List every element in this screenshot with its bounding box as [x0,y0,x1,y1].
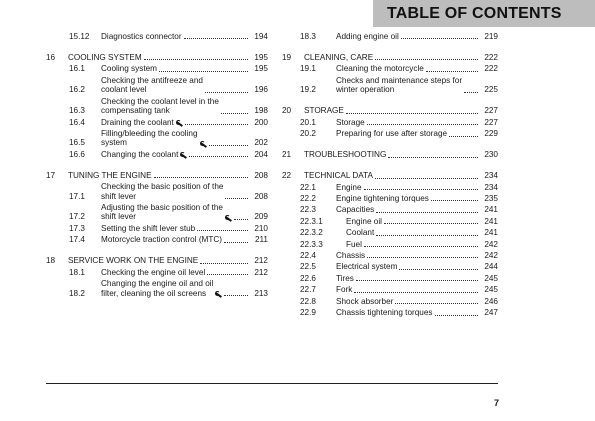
toc-entry[interactable] [282,274,498,283]
toc-number: 17.2 [69,212,85,222]
toc-title: Engine oil [346,216,382,226]
toc-title: Checks and maintenance steps for winter operation [336,75,463,95]
toc-title: Capacities [336,205,375,215]
dot-leader [375,177,478,179]
toc-title: Filling/bleeding the cooling system [101,128,198,148]
toc-page-number: 227 [484,117,498,127]
toc-page-number: 212 [254,256,268,266]
toc-left-column [46,30,268,298]
toc-title: Checking the coolant level in the compensating tank [101,96,219,116]
toc-number: 16.6 [69,149,85,159]
toc-page-number: 222 [484,53,498,62]
toc-entry[interactable] [282,76,498,95]
toc-title: Tires [336,273,354,283]
toc-page-number: 202 [254,138,268,148]
toc-section[interactable] [282,46,498,62]
dot-leader [144,58,248,60]
dot-leader [184,37,248,39]
toc-entry[interactable] [46,279,268,298]
toc-page-number: 234 [484,171,498,181]
dot-leader [376,234,478,236]
toc-number: 22.3 [300,205,316,215]
wrench-icon [176,120,183,127]
toc-title: TROUBLESHOOTING [304,150,387,160]
toc-page-number: 222 [484,64,498,74]
toc-page-number: 194 [254,32,268,41]
toc-page-number: 242 [484,251,498,261]
toc-number: 19 [282,53,292,62]
toc-entry[interactable] [46,268,268,277]
dot-leader [189,155,248,157]
page-title: TABLE OF CONTENTS [373,0,595,27]
toc-number: 22.7 [300,285,316,295]
toc-entry[interactable] [46,182,268,201]
toc-page-number: 200 [254,117,268,127]
toc-section[interactable] [46,164,268,180]
toc-title: COOLING SYSTEM [68,53,142,62]
toc-section[interactable] [46,250,268,266]
dot-leader [354,291,478,293]
toc-number: 22.2 [300,193,316,203]
toc-number: 20.2 [300,129,316,139]
dot-leader [364,188,479,190]
toc-title: Engine [336,182,362,192]
dot-leader [197,229,248,231]
toc-title: SERVICE WORK ON THE ENGINE [68,256,199,266]
toc-page-number: 230 [484,150,498,160]
toc-number: 22.9 [300,308,316,318]
dot-leader [388,156,478,158]
toc-title: Shock absorber [336,296,394,306]
toc-entry[interactable] [282,64,498,73]
toc-page-number: 234 [484,182,498,192]
dot-leader [395,302,478,304]
toc-number: 16.4 [69,117,85,127]
page-number: 7 [493,398,499,408]
dot-leader [364,245,478,247]
toc-page-number: 209 [254,212,268,222]
toc-section[interactable] [282,144,498,160]
toc-page-number: 227 [484,106,498,116]
toc-number: 22.3.2 [300,228,323,238]
toc-page-number: 241 [484,228,498,238]
toc-title: Motorcycle traction control (MTC) [101,235,223,245]
toc-page-number: 247 [484,308,498,318]
toc-number: 22.1 [300,182,316,192]
toc-number: 16.3 [69,106,85,116]
toc-title: Engine tightening torques [336,193,429,203]
toc-title: Fork [336,285,353,295]
toc-title: Checking the engine oil level [101,267,206,277]
toc-page-number: 241 [484,216,498,226]
toc-entry[interactable] [282,217,498,226]
toc-page-number: 196 [254,85,268,95]
dot-leader [200,262,248,264]
toc-entry[interactable] [46,32,268,41]
dot-leader [225,197,248,199]
toc-number: 17.4 [69,235,85,245]
toc-entry[interactable] [46,224,268,233]
toc-title: Preparing for use after storage [336,129,448,139]
toc-title: Electrical system [336,262,398,272]
toc-page-number: 198 [254,106,268,116]
toc-entry[interactable] [282,251,498,260]
toc-number: 22 [282,171,292,181]
toc-entry[interactable] [282,32,498,41]
toc-page-number: 208 [254,170,268,180]
toc-title: STORAGE [304,106,344,116]
toc-page-number: 244 [484,262,498,272]
toc-title: Storage [336,117,365,127]
toc-title: TECHNICAL DATA [304,171,373,181]
toc-number: 15.12 [69,32,90,41]
toc-title: Adjusting the basic position of the shift lever [101,203,223,222]
dot-leader [346,112,478,114]
toc-number: 20 [282,106,292,116]
dot-leader [449,135,478,137]
dot-leader [401,37,478,39]
toc-title: Draining the coolant [101,117,174,127]
toc-entry[interactable] [46,235,268,244]
toc-page-number: 242 [484,239,498,249]
toc-number: 16.1 [69,64,85,74]
toc-title: Cleaning the motorcycle [336,64,424,74]
toc-page-number: 229 [484,129,498,139]
dot-leader [224,241,248,243]
toc-number: 16.5 [69,138,85,148]
toc-entry[interactable] [46,129,268,148]
toc-title: Changing the engine oil and oil filter, cleaning the oil screens [101,279,214,298]
toc-number: 18.3 [300,32,316,41]
toc-entry[interactable] [282,129,498,138]
toc-number: 16 [46,53,56,62]
toc-number: 19.2 [300,85,316,95]
dot-leader [205,91,248,93]
toc-number: 22.8 [300,296,316,306]
dot-leader [224,294,248,296]
toc-title: Checking the basic position of the shift lever [101,182,224,201]
toc-number: 21 [282,150,292,160]
wrench-icon [200,141,207,148]
toc-title: Chassis tightening torques [336,308,433,318]
dot-leader [367,256,478,258]
footer-rule [46,383,498,384]
dot-leader [431,199,478,201]
toc-section[interactable] [46,46,268,62]
toc-title: Chassis [336,251,366,261]
toc-number: 22.6 [300,273,316,283]
toc-page-number: 241 [484,205,498,215]
wrench-icon [215,291,222,298]
toc-page-number: 208 [254,191,268,201]
dot-leader [209,144,249,146]
toc-page-number: 211 [254,235,268,245]
toc-page-number: 204 [254,149,268,159]
toc-title: Diagnostics connector [101,32,182,41]
toc-title: TUNING THE ENGINE [68,170,152,180]
dot-leader [464,91,478,93]
toc-section[interactable] [282,165,498,181]
toc-title: CLEANING, CARE [304,53,374,62]
wrench-icon [180,152,187,159]
toc-number: 17 [46,170,56,180]
dot-leader [159,70,248,72]
dot-leader [356,279,478,281]
toc-number: 18.2 [69,288,85,298]
toc-entry[interactable] [282,228,498,237]
toc-title: Cooling system [101,64,157,74]
toc-number: 17.1 [69,191,85,201]
toc-entry[interactable] [46,150,268,159]
toc-right-column [282,30,498,318]
toc-page-number: 246 [484,296,498,306]
dot-leader [399,268,478,270]
toc-section[interactable] [282,100,498,116]
toc-number: 16.2 [69,85,85,95]
toc-title: Changing the coolant [101,149,179,159]
toc-page-number: 225 [484,85,498,95]
dot-leader [384,222,478,224]
toc-entry[interactable] [282,297,498,306]
dot-leader [207,273,248,275]
toc-number: 18.1 [69,267,85,277]
dot-leader [185,123,248,125]
dot-leader [426,70,478,72]
toc-entry[interactable] [282,183,498,192]
toc-entry[interactable] [46,203,268,222]
toc-entry[interactable] [46,97,268,116]
dot-leader [375,58,478,60]
toc-entry[interactable] [46,118,268,127]
toc-number: 22.4 [300,251,316,261]
toc-entry[interactable] [46,76,268,95]
dot-leader [376,211,478,213]
dot-leader [221,112,248,114]
wrench-icon [225,215,232,222]
toc-entry[interactable] [282,308,498,317]
toc-entry[interactable] [282,262,498,271]
toc-page-number: 219 [484,32,498,41]
toc-page-number: 212 [254,267,268,277]
toc-number: 17.3 [69,223,85,233]
toc-title: Coolant [346,228,375,238]
dot-leader [234,218,248,220]
toc-title: Checking the antifreeze and coolant level [101,75,203,95]
dot-leader [154,176,248,178]
toc-title: Setting the shift lever stub [101,223,196,233]
toc-page-number: 210 [254,223,268,233]
toc-title: Adding engine oil [336,32,399,41]
toc-number: 18 [46,256,56,266]
toc-page-number: 195 [254,64,268,74]
toc-entry[interactable] [282,240,498,249]
toc-entry[interactable] [282,285,498,294]
toc-number: 22.3.3 [300,239,323,249]
toc-number: 22.5 [300,262,316,272]
toc-number: 19.1 [300,64,316,74]
toc-title: Fuel [346,239,362,249]
toc-page-number: 195 [254,53,268,62]
toc-number: 22.3.1 [300,216,323,226]
toc-page-number: 235 [484,193,498,203]
dot-leader [435,314,479,316]
toc-entry[interactable] [46,64,268,73]
toc-page-number: 213 [254,288,268,298]
toc-page-number: 245 [484,273,498,283]
toc-entry[interactable] [282,205,498,214]
toc-entry[interactable] [282,194,498,203]
toc-page-number: 245 [484,285,498,295]
dot-leader [367,123,478,125]
toc-entry[interactable] [282,118,498,127]
toc-number: 20.1 [300,117,316,127]
